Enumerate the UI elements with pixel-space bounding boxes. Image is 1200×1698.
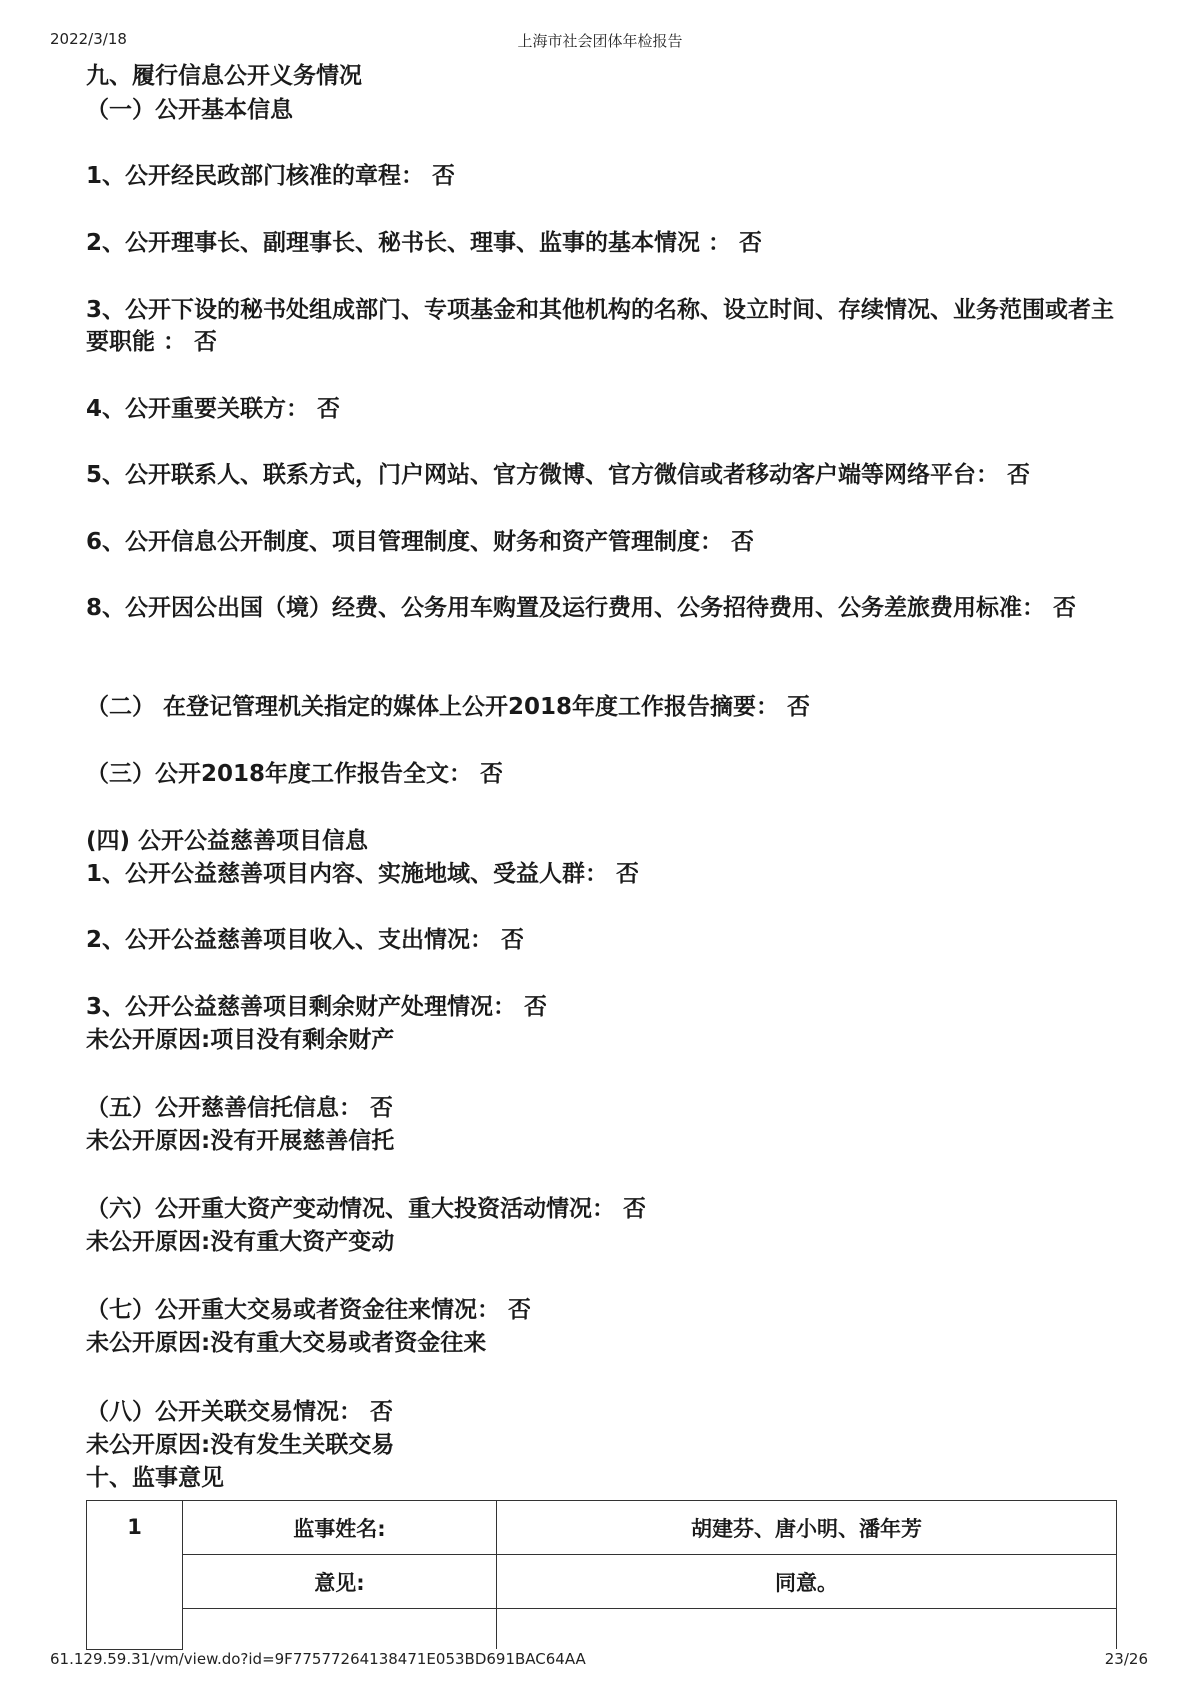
disclosure-item-3: 3、公开下设的秘书处组成部门、专项基金和其他机构的名称、设立时间、存续情况、业务范围或者主要职能 ： 否 <box>86 297 1115 355</box>
table-row <box>87 1555 1117 1609</box>
charity-item-2: 2、公开公益慈善项目收入、支出情况： 否 <box>86 927 525 953</box>
subsection-8-title: （八）公开关联交易情况： 否 <box>86 1399 394 1425</box>
section-10-title: 十、监事意见 <box>86 1465 224 1491</box>
disclosure-item-8: 8、公开因公出国（境）经费、公务用车购置及运行费用、公务招待费用、公务差旅费用标准： 否 <box>86 595 1077 621</box>
subsection-5-title: （五）公开慈善信托信息： 否 <box>86 1095 394 1121</box>
disclosure-item-6: 6、公开信息公开制度、项目管理制度、财务和资产管理制度： 否 <box>86 529 755 555</box>
disclosure-item-1: 1、公开经民政部门核准的章程： 否 <box>86 163 456 189</box>
print-header-title: 上海市社会团体年检报告 <box>517 32 683 50</box>
supervisor-opinion-table <box>86 1500 1117 1650</box>
subsection-4-title: (四) 公开公益慈善项目信息 <box>86 828 369 854</box>
subsection-8-reason: 未公开原因:没有发生关联交易 <box>86 1432 395 1458</box>
subsection-7-title: （七）公开重大交易或者资金往来情况： 否 <box>86 1297 532 1323</box>
subsection-3-title: （三）公开2018年度工作报告全文： 否 <box>86 761 504 787</box>
disclosure-item-4: 4、公开重要关联方： 否 <box>86 396 341 422</box>
empty-cell <box>497 1609 1117 1650</box>
supervisor-name-value: 胡建芬、唐小明、潘年芳 <box>497 1501 1117 1555</box>
subsection-2-title: （二） 在登记管理机关指定的媒体上公开2018年度工作报告摘要： 否 <box>86 694 811 720</box>
opinion-label: 意见: <box>183 1555 497 1609</box>
subsection-5-reason: 未公开原因:没有开展慈善信托 <box>86 1128 395 1154</box>
empty-cell <box>183 1609 497 1650</box>
charity-item-1: 1、公开公益慈善项目内容、实施地域、受益人群： 否 <box>86 861 640 887</box>
subsection-6-reason: 未公开原因:没有重大资产变动 <box>86 1229 395 1255</box>
opinion-value: 同意。 <box>497 1555 1117 1609</box>
section-9-title: 九、履行信息公开义务情况 <box>86 63 362 89</box>
page-number: 23/26 <box>1104 1650 1148 1668</box>
table-row <box>87 1501 1117 1555</box>
subsection-6-title: （六）公开重大资产变动情况、重大投资活动情况： 否 <box>86 1196 647 1222</box>
supervisor-name-label: 监事姓名: <box>183 1501 497 1555</box>
row-index: 1 <box>87 1501 183 1650</box>
disclosure-item-5: 5、公开联系人、联系方式，门户网站、官方微博、官方微信或者移动客户端等网络平台： 否 <box>86 462 1031 488</box>
table-row <box>87 1609 1117 1650</box>
charity-item-3-reason: 未公开原因:项目没有剩余财产 <box>86 1027 395 1053</box>
charity-item-3: 3、公开公益慈善项目剩余财产处理情况： 否 <box>86 994 548 1020</box>
page-url: 61.129.59.31/vm/view.do?id=9F77577264138471E053BD691BAC64AA <box>50 1650 586 1668</box>
subsection-1-title: （一）公开基本信息 <box>86 97 293 123</box>
disclosure-item-2: 2、公开理事长、副理事长、秘书长、理事、监事的基本情况 ： 否 <box>86 230 763 256</box>
subsection-7-reason: 未公开原因:没有重大交易或者资金往来 <box>86 1330 487 1356</box>
print-date: 2022/3/18 <box>50 30 127 48</box>
